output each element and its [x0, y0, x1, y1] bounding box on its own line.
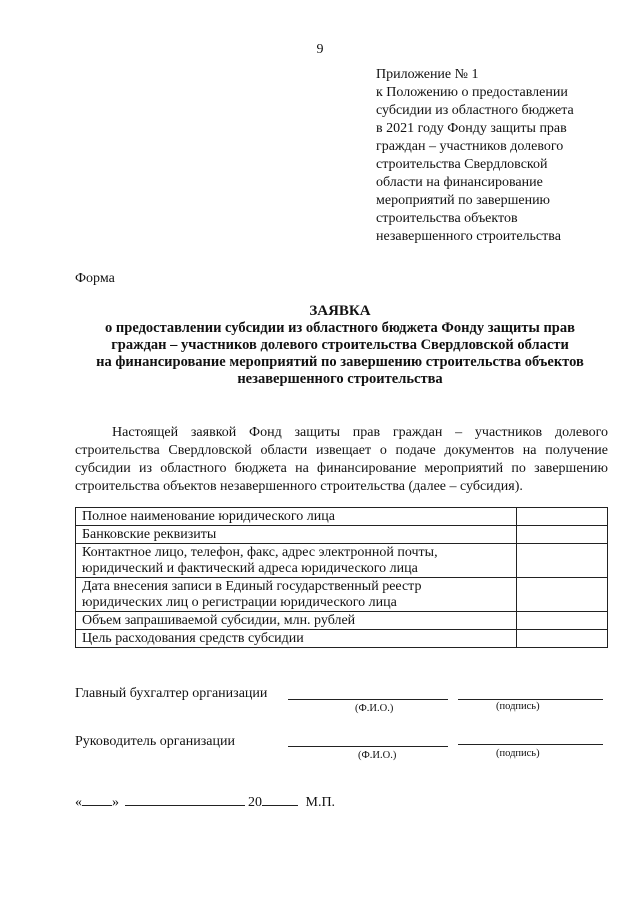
- appendix-line: Приложение № 1: [376, 67, 479, 82]
- table-row: [76, 578, 608, 612]
- requisites-table: [75, 507, 608, 648]
- table-cell-value[interactable]: [517, 508, 608, 526]
- appendix-line: мероприятий по завершению: [376, 193, 551, 208]
- cell-line: Банковские реквизиты: [82, 527, 217, 542]
- accountant-label: Главный бухгалтер организации: [75, 686, 268, 701]
- table-cell-label: [76, 612, 517, 630]
- cell-line: Объем запрашиваемой субсидии, млн. рублей: [82, 613, 356, 628]
- table-row: [76, 526, 608, 544]
- director-label: Руководитель организации: [75, 734, 235, 749]
- date-line: [75, 793, 335, 811]
- appendix-line: незавершенного строительства: [376, 229, 561, 244]
- table-cell-label: [76, 526, 517, 544]
- subtitle-line: незавершенного строительства: [237, 371, 443, 387]
- document-title: ЗАЯВКА: [309, 303, 371, 319]
- appendix-line: в 2021 году Фонду защиты прав: [376, 121, 567, 136]
- stamp-place: М.П.: [305, 795, 336, 810]
- appendix-line: к Положению о предоставлении: [376, 85, 568, 100]
- cell-line: Дата внесения записи в Единый государственный реестр: [82, 579, 422, 594]
- accountant-fio-hint: (Ф.И.О.): [355, 703, 394, 714]
- table-cell-label: [76, 630, 517, 648]
- month-blank[interactable]: [125, 793, 245, 806]
- table-cell-value[interactable]: [517, 578, 608, 612]
- appendix-line: области на финансирование: [376, 175, 543, 190]
- cell-line: Полное наименование юридического лица: [82, 509, 335, 524]
- cell-line: юридический и фактический адреса юридического лица: [82, 561, 418, 576]
- date-open-quote: «: [75, 795, 82, 810]
- director-signature-hint: (подпись): [496, 748, 540, 759]
- subtitle-line: на финансирование мероприятий по завершению строительства объектов: [96, 354, 584, 370]
- document-subtitle: [60, 320, 620, 388]
- table-cell-label: [76, 508, 517, 526]
- subtitle-line: граждан – участников долевого строительства Свердловской области: [111, 337, 569, 353]
- accountant-signature-hint: (подпись): [496, 701, 540, 712]
- director-fio-line[interactable]: [288, 746, 448, 747]
- intro-line: субсидии из областного бюджета на финансирование мероприятий по завершению: [75, 461, 608, 476]
- appendix-line: строительства Свердловской: [376, 157, 548, 172]
- intro-line: Настоящей заявкой Фонд защиты прав граждан – участников долевого: [112, 425, 608, 440]
- table-cell-value[interactable]: [517, 630, 608, 648]
- year-blank[interactable]: [262, 793, 298, 806]
- page-number: 9: [316, 42, 324, 57]
- form-label: Форма: [75, 271, 115, 286]
- table-row: [76, 612, 608, 630]
- cell-line: Цель расходования средств субсидии: [82, 631, 304, 646]
- day-blank[interactable]: [82, 793, 112, 806]
- appendix-line: строительства объектов: [376, 211, 518, 226]
- director-fio-hint: (Ф.И.О.): [358, 750, 397, 761]
- table-row: [76, 544, 608, 578]
- appendix-line: граждан – участников долевого: [376, 139, 564, 154]
- appendix-header: [376, 66, 616, 246]
- year-prefix: 20: [248, 795, 262, 810]
- date-close-quote: »: [112, 795, 119, 810]
- table-cell-label: [76, 578, 517, 612]
- cell-line: юридических лиц о регистрации юридического лица: [82, 595, 397, 610]
- table-cell-value[interactable]: [517, 544, 608, 578]
- appendix-line: субсидии из областного бюджета: [376, 103, 574, 118]
- intro-paragraph: [75, 424, 608, 496]
- table-cell-label: [76, 544, 517, 578]
- accountant-fio-line[interactable]: [288, 699, 448, 700]
- table-cell-value[interactable]: [517, 526, 608, 544]
- intro-line: строительства объектов незавершенного строительства (далее – субсидия).: [75, 479, 523, 494]
- table-cell-value[interactable]: [517, 612, 608, 630]
- table-row: [76, 508, 608, 526]
- accountant-signature-line[interactable]: [458, 699, 603, 700]
- subtitle-line: о предоставлении субсидии из областного бюджета Фонду защиты прав: [105, 320, 575, 336]
- intro-line: строительства Свердловской области извещает о подаче документов на получение: [75, 443, 608, 458]
- table-row: [76, 630, 608, 648]
- cell-line: Контактное лицо, телефон, факс, адрес электронной почты,: [82, 545, 438, 560]
- director-signature-line[interactable]: [458, 744, 603, 745]
